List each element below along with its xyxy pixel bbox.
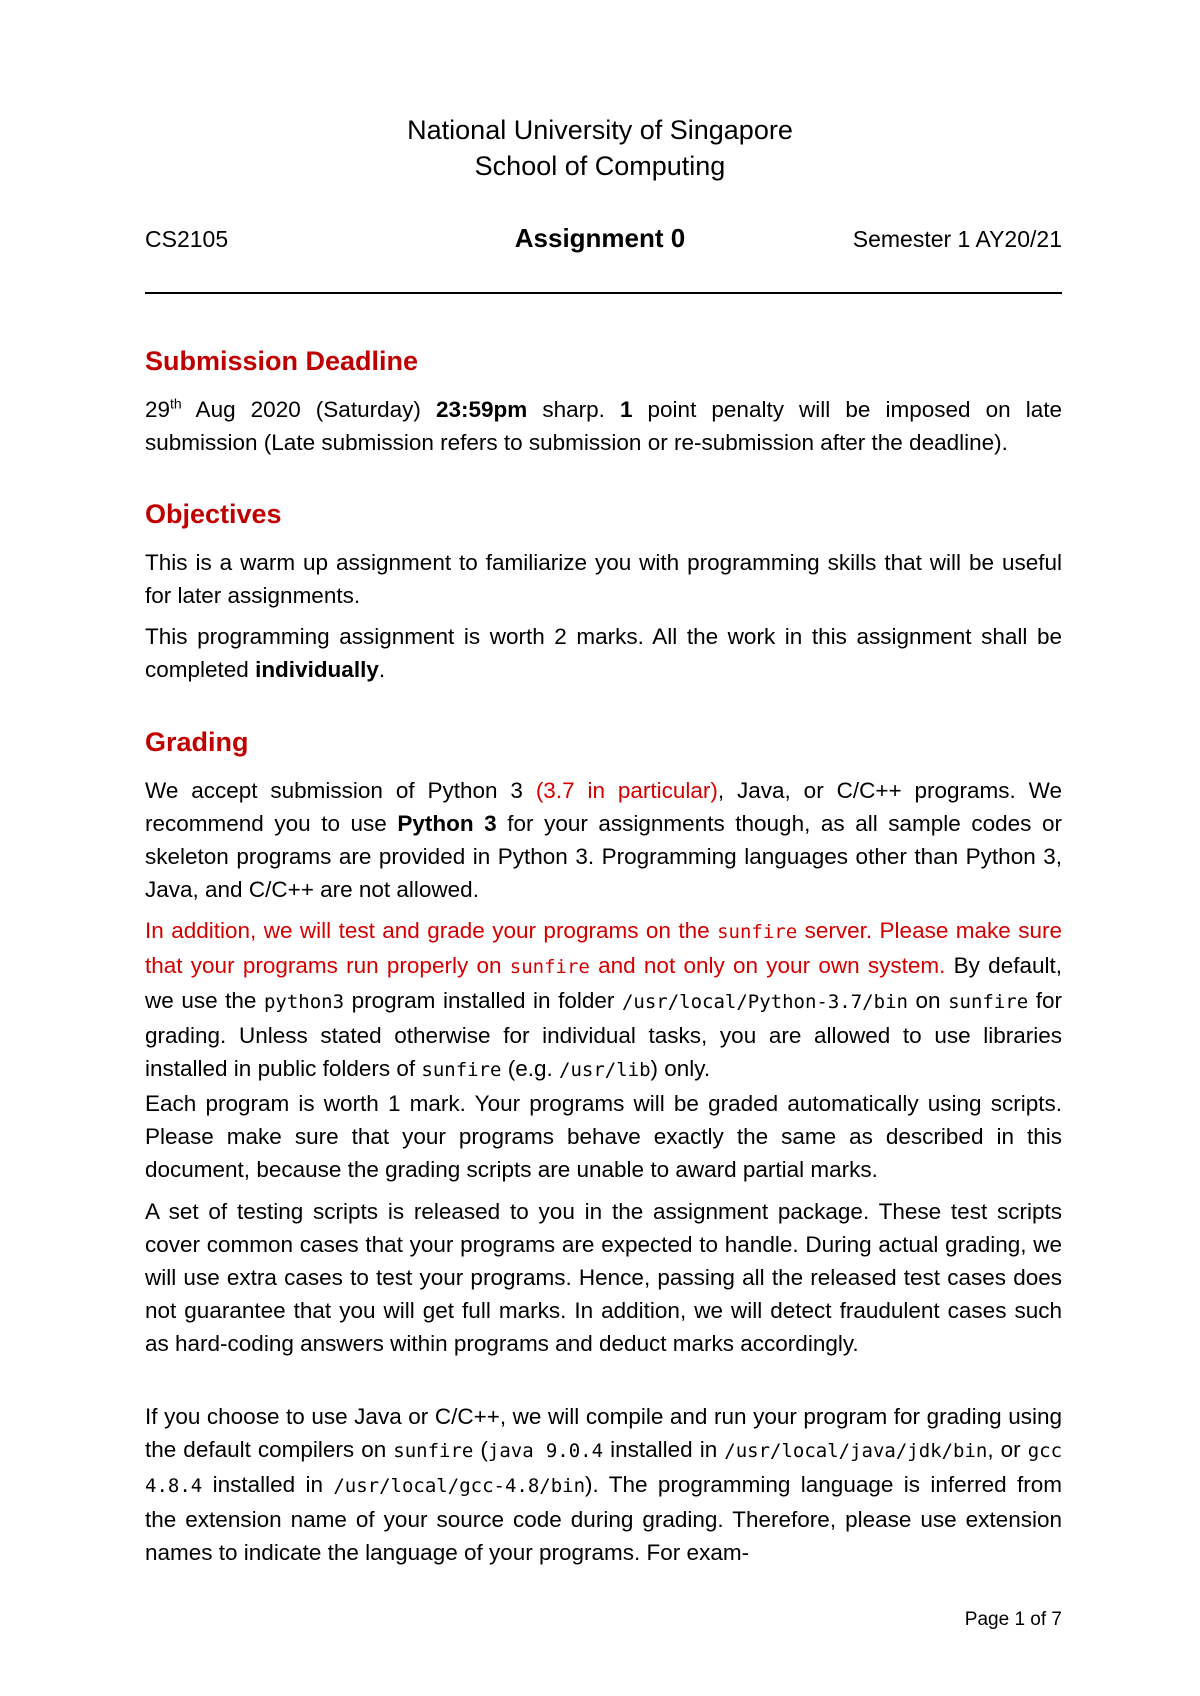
grading-text: for your assignments though, as all sample codes or skeleton programs are provided in Python 3. Programming languages other than Python 3, Java, and C/C++ are not allowed. bbox=[145, 811, 1062, 902]
code-sunfire: sunfire bbox=[509, 956, 590, 978]
code-sunfire: sunfire bbox=[717, 921, 798, 943]
grading-text: ). The programming language is inferred from the extension name of your source code during grading. Therefore, please use extension names to indicate the language of your programs. For exam- bbox=[145, 1472, 1062, 1565]
header-divider bbox=[145, 292, 1062, 294]
grading-text: By default, we use the bbox=[145, 953, 1062, 1013]
assignment-title: Assignment 0 bbox=[514, 223, 686, 253]
code-sunfire: sunfire bbox=[421, 1059, 502, 1081]
sunfire-warning: In addition, we will test and grade your programs on the bbox=[145, 918, 718, 943]
deadline-day: 29 bbox=[145, 397, 171, 422]
code-gcc-version: gcc 4.8.4 bbox=[145, 1440, 1063, 1497]
section-heading-objectives: Objectives bbox=[145, 499, 282, 529]
code-gcc-path: /usr/local/gcc-4.8/bin bbox=[333, 1475, 586, 1497]
grading-text: , or bbox=[987, 1437, 1028, 1462]
grading-text: If you choose to use Java or C/C++, we will compile and run your program for grading using the default compilers on bbox=[145, 1404, 1062, 1462]
objectives-period: . bbox=[378, 657, 386, 682]
deadline-day-suffix: th bbox=[170, 395, 182, 412]
deadline-time: 23:59pm bbox=[435, 397, 528, 422]
code-usr-lib: /usr/lib bbox=[559, 1059, 651, 1081]
penalty-text: point penalty will be imposed on late submission (Late submission refers to submission or re-submission after the deadline). bbox=[145, 397, 1062, 455]
grading-text: We accept submission of Python 3 bbox=[145, 778, 536, 803]
university-name: National University of Singapore bbox=[407, 115, 793, 145]
grading-text: installed in bbox=[603, 1437, 725, 1462]
grading-text: for grading. Unless stated otherwise for individual tasks, you are allowed to use libraries installed in public folders of bbox=[145, 988, 1062, 1081]
penalty-number: 1 bbox=[619, 397, 633, 422]
semester-label: Semester 1 AY20/21 bbox=[852, 226, 1062, 252]
course-code: CS2105 bbox=[145, 226, 229, 252]
code-sunfire: sunfire bbox=[948, 991, 1029, 1013]
python-version-note: (3.7 in particular) bbox=[535, 778, 718, 803]
grading-paragraph-1 bbox=[145, 774, 1062, 906]
code-python-path: /usr/local/Python-3.7/bin bbox=[621, 991, 908, 1013]
grading-paragraph-4: A set of testing scripts is released to you in the assignment package. These test scripts cover common cases that your programs are expected to handle. During actual grading, we will use extra cases to test your programs. Hence, passing all the released test cases does not guarantee that you will get full marks. In addition, we will detect fraudulent cases such as hard-coding answers within programs and deduct marks accordingly. bbox=[145, 1199, 1062, 1356]
section-heading-grading: Grading bbox=[145, 727, 249, 757]
sunfire-warning: and not only on your own system. bbox=[589, 953, 946, 978]
code-java-version: java 9.0.4 bbox=[487, 1440, 604, 1462]
deadline-paragraph bbox=[145, 393, 1062, 459]
objectives-text: This programming assignment is worth 2 marks. All the work in this assignment shall be completed bbox=[145, 624, 1062, 682]
grading-text: installed in bbox=[202, 1472, 334, 1497]
code-java-path: /usr/local/java/jdk/bin bbox=[724, 1440, 988, 1462]
objectives-paragraph-2 bbox=[145, 620, 1062, 686]
objectives-paragraph-1: This is a warm up assignment to familiarize you with programming skills that will be useful for later assignments. bbox=[145, 550, 1062, 608]
page-number: Page 1 of 7 bbox=[964, 1609, 1062, 1630]
section-heading-deadline: Submission Deadline bbox=[145, 346, 419, 376]
grading-text: (e.g. bbox=[501, 1056, 560, 1081]
sunfire-warning: server. Please make sure that your programs run properly on bbox=[145, 918, 1062, 978]
grading-paragraph-5 bbox=[145, 1400, 1062, 1569]
grading-text: , Java, or C/C++ programs. We recommend you to use bbox=[145, 778, 1062, 836]
objectives-individually: individually bbox=[255, 657, 379, 682]
code-sunfire: sunfire bbox=[393, 1440, 474, 1462]
python3-bold: Python 3 bbox=[397, 811, 497, 836]
grading-paragraph-2 bbox=[145, 914, 1062, 1087]
grading-text: ) only. bbox=[650, 1056, 711, 1081]
grading-text: on bbox=[907, 988, 949, 1013]
grading-paragraph-3: Each program is worth 1 mark. Your programs will be graded automatically using scripts. Please make sure that your programs behave exactly the same as described in this document, because the grading scripts are unable to award partial marks. bbox=[145, 1091, 1062, 1182]
deadline-date: Aug 2020 (Saturday) bbox=[181, 397, 436, 422]
grading-text: ( bbox=[473, 1437, 488, 1462]
grading-text: program installed in folder bbox=[344, 988, 622, 1013]
deadline-sharp: sharp. bbox=[527, 397, 620, 422]
code-python3: python3 bbox=[263, 991, 345, 1013]
school-name: School of Computing bbox=[474, 151, 726, 181]
